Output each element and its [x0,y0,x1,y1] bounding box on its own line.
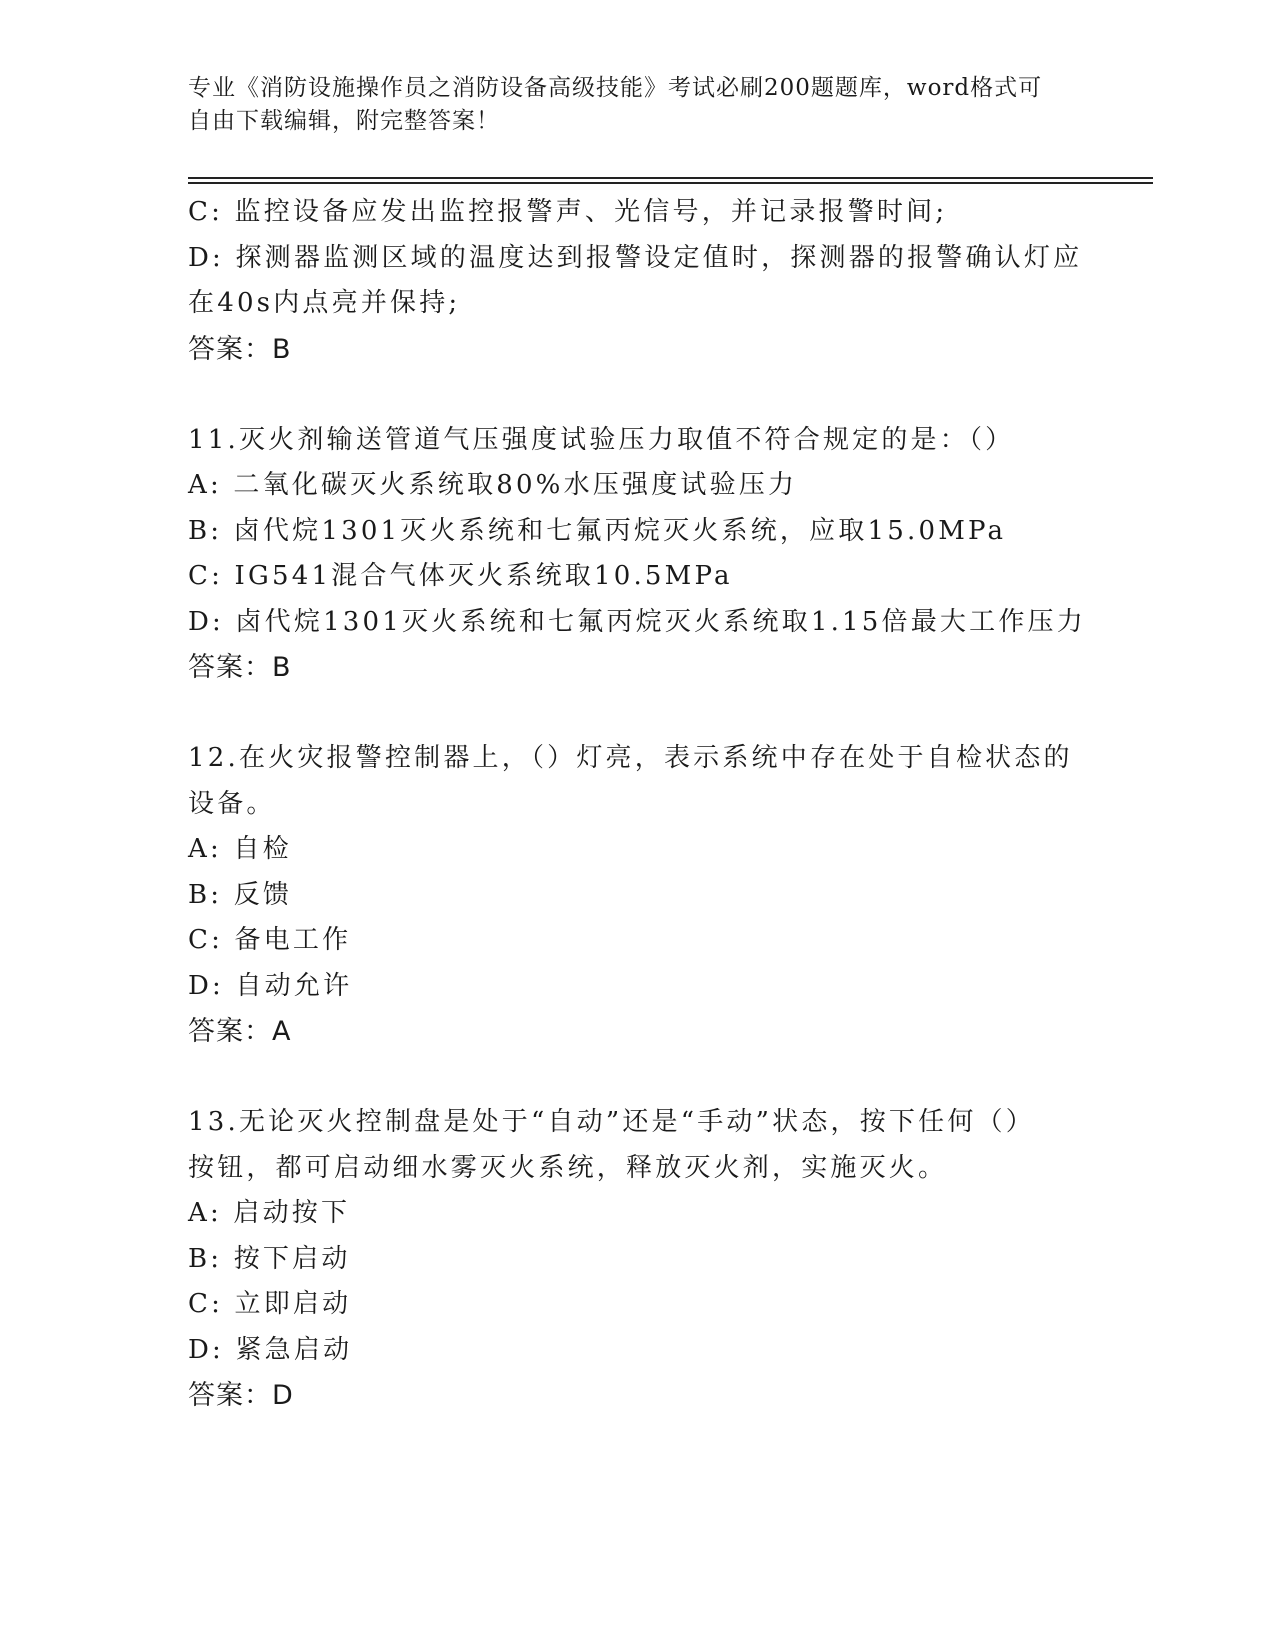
question-13 [188,1100,1088,1419]
spacer [188,1055,1088,1101]
option-c: C: 备电工作 [188,925,352,955]
answer-line: 答案：D [188,1380,294,1411]
option-a: A: 自检 [188,834,292,864]
option-b: B: 卤代烷1301灭火系统和七氟丙烷灭火系统，应取15.0MPa [188,515,1007,546]
option-b: B: 反馈 [188,879,293,910]
option-a: A: 二氧化碳灭火系统取80%水压强度试验压力 [188,470,798,500]
question-fragment [188,190,1088,372]
option-c: C: 立即启动 [188,1289,352,1319]
question-12 [188,736,1088,1055]
question-11 [188,418,1088,691]
option-a: A: 启动按下 [188,1198,351,1228]
header-rule-top [188,177,1153,179]
header-line-2: 自由下载编辑，附完整答案！ [188,108,500,134]
spacer [188,691,1088,737]
question-stem-continued: 按钮，都可启动细水雾灭火系统，释放灭火剂，实施灭火。 [188,1152,948,1183]
document-body [188,190,1088,1419]
question-stem-continued: 设备。 [188,788,276,819]
option-d: D: 探测器监测区域的温度达到报警设定值时，探测器的报警确认灯应 [188,242,1083,273]
question-stem: 12.在火灾报警控制器上，（）灯亮，表示系统中存在处于自检状态的 [188,743,1073,773]
header-line-1: 专业《消防设施操作员之消防设备高级技能》考试必刷200题题库，word格式可 [188,75,1043,101]
spacer [188,372,1088,418]
option-c: C: IG541混合气体灭火系统取10.5MPa [188,561,733,591]
option-d-continued: 在40s内点亮并保持; [188,288,461,318]
option-d: D: 自动允许 [188,970,353,1001]
option-d: D: 紧急启动 [188,1334,353,1365]
option-b: B: 按下启动 [188,1243,351,1274]
question-stem: 11.灭火剂输送管道气压强度试验压力取值不符合规定的是：（） [188,424,1015,455]
header-rule-bottom [188,182,1153,184]
option-d: D: 卤代烷1301灭火系统和七氟丙烷灭火系统取1.15倍最大工作压力 [188,606,1086,637]
answer-line: 答案：B [188,333,292,365]
answer-line: 答案：A [188,1016,292,1047]
option-c: C: 监控设备应发出监控报警声、光信号，并记录报警时间; [188,197,948,227]
question-stem: 13.无论灭火控制盘是处于“自动”还是“手动”状态，按下任何（） [188,1107,1035,1137]
answer-line: 答案：B [188,652,292,683]
page-header [188,72,1068,138]
